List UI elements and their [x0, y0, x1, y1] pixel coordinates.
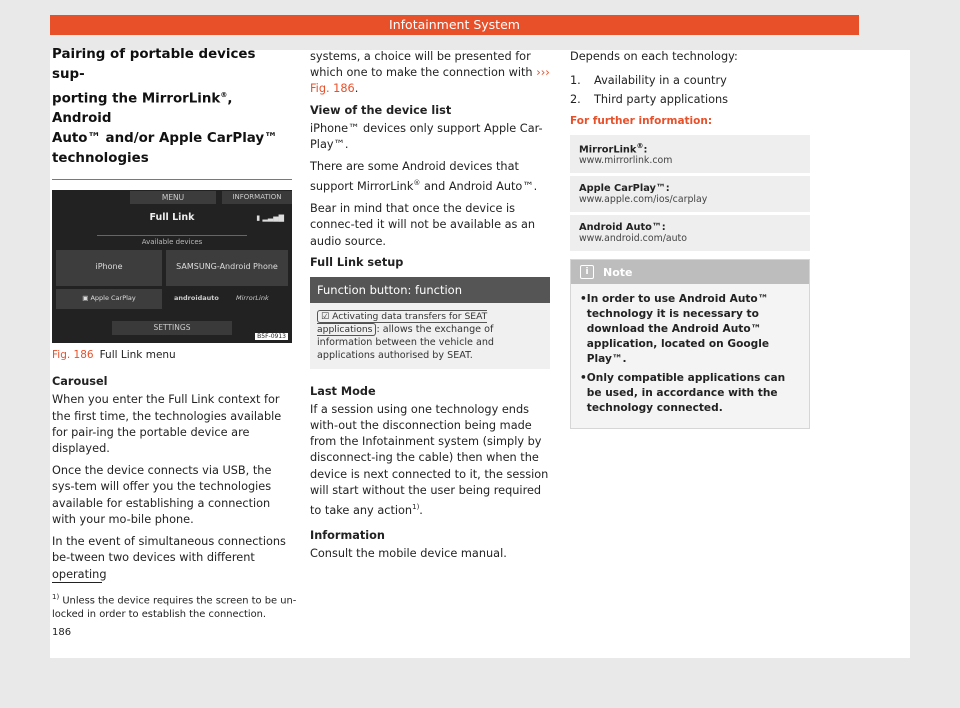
carousel-title: Carousel [52, 375, 108, 389]
samsung-tile: SAMSUNG-Android Phone [166, 250, 288, 286]
figure-code: B5F-0913 [257, 333, 286, 341]
paragraph: Depends on each technology: [570, 50, 738, 63]
list-item: 2. Third party applications [570, 93, 729, 107]
signal-icon: ▮ ▂▃▅▇ [256, 214, 284, 223]
paragraph: In the event of simultaneous connections be-tween two devices with different operating [52, 535, 286, 581]
function-table-body: ☑ Activating data transfers for SEAT applications : allows the exchange of information between the vehicle and applications authorised by SEAT. [317, 310, 495, 361]
section-header: Infotainment System [50, 15, 859, 35]
further-info-label: For further information: [570, 115, 713, 128]
paragraph: When you enter the Full Link context for the first time, the technologies available for pair-ing the portable device are displayed. [52, 393, 282, 456]
android-auto-logo: androidauto [174, 294, 219, 303]
paragraph: There are some Android devices that support MirrorLink® and Android Auto™. [310, 160, 538, 193]
function-table-header: Function button: function [310, 277, 550, 303]
menu-tab: MENU [130, 191, 216, 204]
device-list-title: View of the device list [310, 103, 452, 117]
paragraph: systems, a choice will be presented for which one to make the connection with ››› Fig. 186. [310, 50, 550, 96]
info-link-android-auto: Android Auto™: www.android.com/auto [570, 215, 810, 251]
settings-tab: SETTINGS [112, 321, 232, 335]
section-heading: Pairing of portable devices sup- porting the MirrorLink®, Android Auto™ and/or Apple CarPlay™ technologies [52, 45, 292, 180]
info-link-mirrorlink: MirrorLink®: www.mirrorlink.com [570, 135, 810, 173]
function-table [310, 277, 550, 369]
information-tab: INFORMATION [222, 191, 292, 204]
url-link[interactable]: www.android.com/auto [579, 233, 687, 245]
note-item: • In order to use Android Auto™ technology it is necessary to download the Android Auto™ application, located on Google Play™. [580, 293, 770, 366]
info-icon: i [580, 265, 594, 279]
column-left [52, 45, 292, 589]
carplay-tile: ▣ Apple CarPlay [56, 289, 162, 309]
figure-caption: Fig. 186 Full Link menu [52, 349, 176, 362]
iphone-tile: iPhone [56, 250, 162, 286]
column-right [570, 49, 810, 429]
url-link[interactable]: www.mirrorlink.com [579, 155, 673, 167]
paragraph: Consult the mobile device manual. [310, 546, 507, 560]
technology-list [570, 71, 810, 109]
note-header: i Note [571, 260, 809, 284]
checkbox-icon: ☑ [321, 310, 333, 322]
screen-title: Full Link [149, 212, 195, 224]
figure-link[interactable]: ››› Fig. 186 [310, 66, 550, 96]
paragraph: Bear in mind that once the device is connec-ted it will not be available as an audio source. [310, 202, 536, 248]
paragraph: Once the device connects via USB, the sys-tem will offer you the technologies available for establishing a connection with your mo-bile phone. [52, 464, 272, 526]
information-title: Information [310, 528, 385, 542]
column-middle [310, 49, 550, 568]
info-link-carplay: Apple CarPlay™: www.apple.com/ios/carplay [570, 176, 810, 212]
checkbox-button[interactable]: ☑ Activating data transfers for SEAT applications [317, 310, 488, 335]
mirrorlink-logo: MirrorLink [236, 294, 269, 303]
last-mode-title: Last Mode [310, 384, 376, 398]
url-link[interactable]: www.apple.com/ios/carplay [579, 194, 708, 206]
paragraph: iPhone™ devices only support Apple Car-Play™. [310, 121, 543, 151]
footnote: $^{1)}$ Unless the device requires the screen to be un-locked in order to establish the connection. [52, 593, 297, 621]
available-devices-label: Available devices [97, 235, 247, 246]
footnote-rule [52, 582, 102, 583]
note-box [570, 259, 810, 429]
setup-title: Full Link setup [310, 255, 404, 269]
list-item: 1. Availability in a country [570, 74, 727, 88]
carplay-icon: ▣ [82, 294, 91, 303]
note-list [571, 284, 809, 428]
page-number: 186 [52, 627, 72, 638]
full-link-screen-figure [52, 190, 292, 343]
paragraph: If a session using one technology ends with-out the disconnection being made from the Infotainment system (simply by disconnect-ing the cable) then when the device is next connected to it, the session will start without the user being required to take any action$^{1)}$. [310, 402, 549, 517]
note-item: • Only compatible applications can be used, in accordance with the technology connected. [580, 372, 786, 415]
